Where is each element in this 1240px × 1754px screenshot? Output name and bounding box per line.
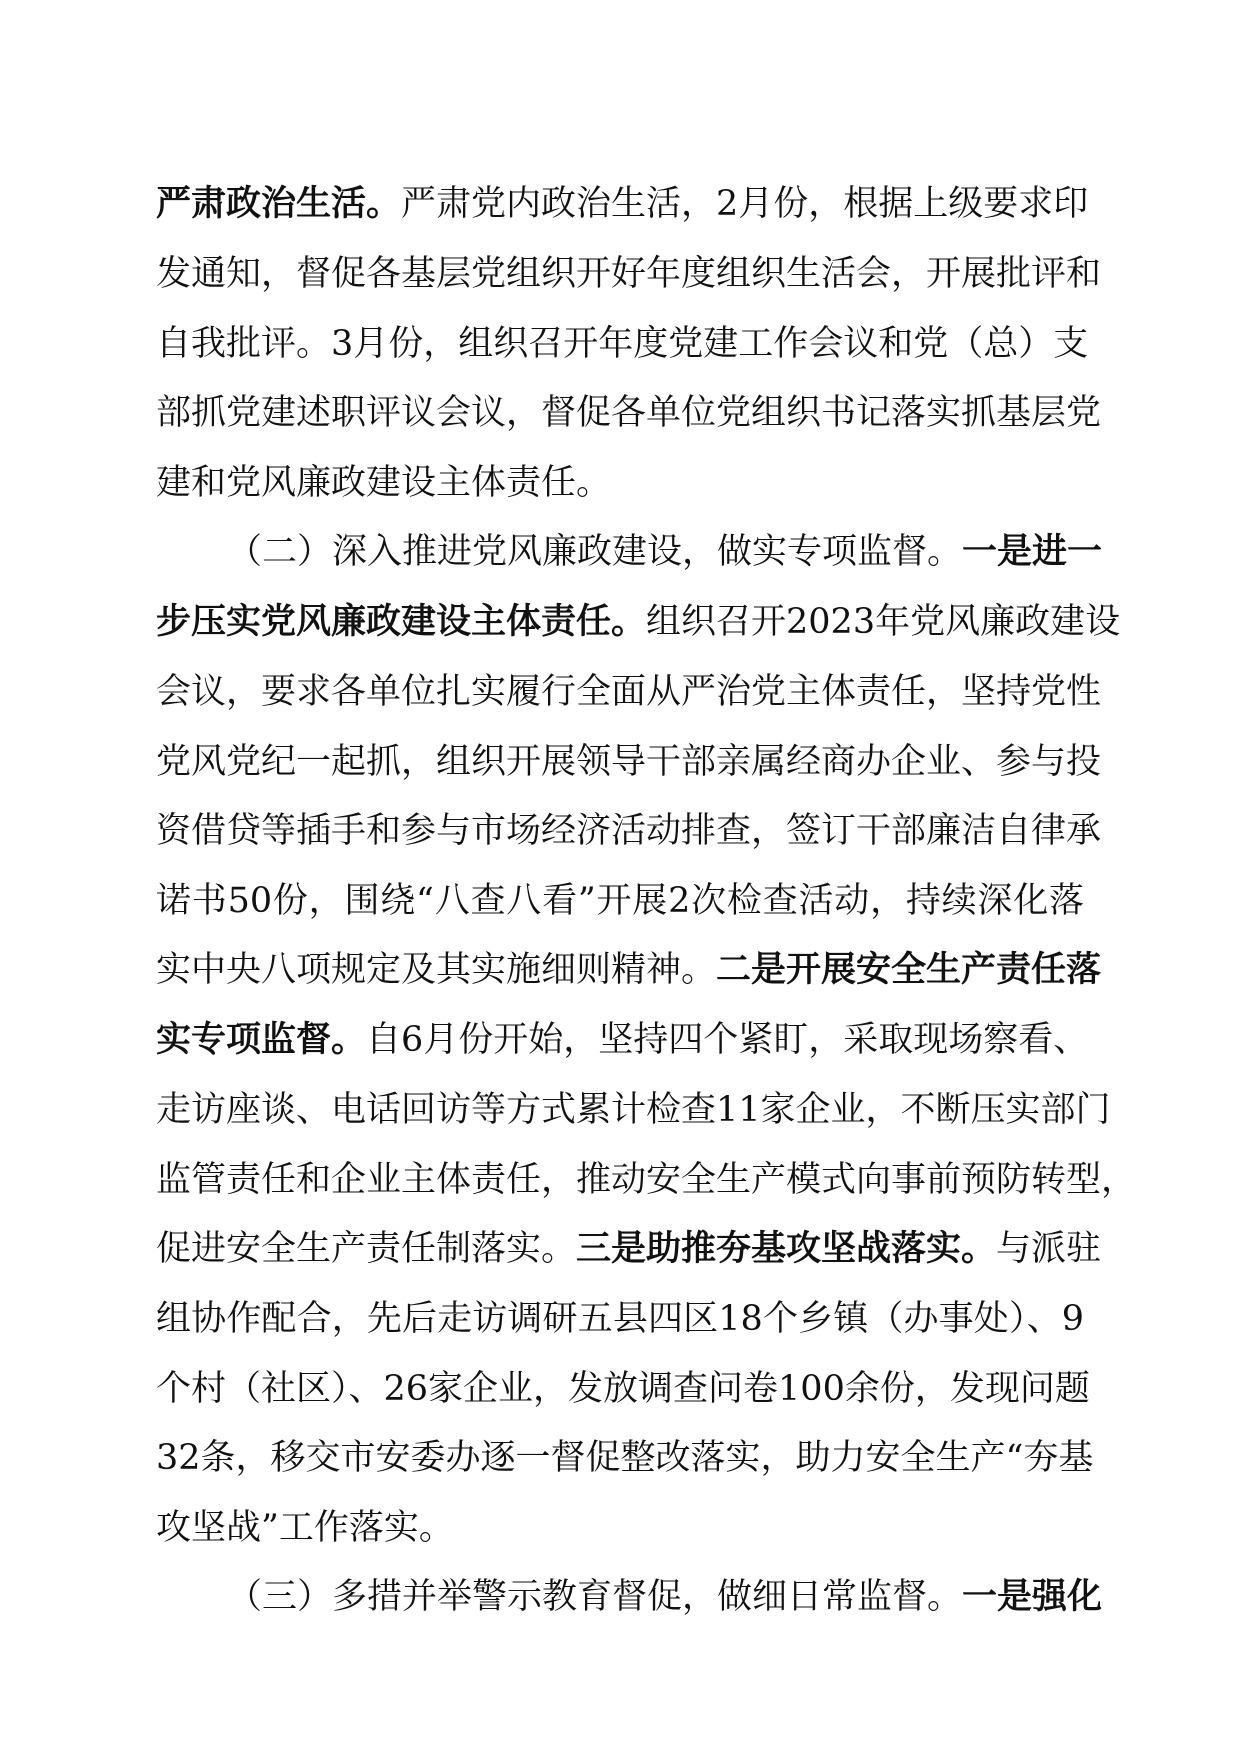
text-run: 与派驻 xyxy=(996,1229,1102,1269)
text-line xyxy=(156,1498,454,1558)
bold-text-run: 二是开展安全生产责任落 xyxy=(716,949,1102,990)
text-run: 32条，移交市安委办逐一督促整改落实，助力安全生产“夯基 xyxy=(156,1438,1094,1478)
text-line xyxy=(156,801,1102,861)
bold-text-run: 严肃政治生活。 xyxy=(156,183,402,224)
text-run: 发通知，督促各基层党组织开好年度组织生活会，开展批评和 xyxy=(156,254,1102,294)
text-line xyxy=(156,453,611,513)
text-line xyxy=(156,871,1084,931)
text-line xyxy=(227,1567,1103,1627)
text-run: 诺书50份，围绕“八查八看”开展2次检查活动，持续深化落 xyxy=(156,881,1084,921)
text-run: 个村（社区）、26家企业，发放调查问卷100余份，发现问题 xyxy=(156,1369,1090,1409)
text-run: 党风党纪一起抓，组织开展领导干部亲属经商办企业、参与投 xyxy=(156,742,1102,782)
text-run: 促进安全生产责任制落实。 xyxy=(156,1229,577,1269)
text-line xyxy=(156,1359,1090,1419)
bold-text-run: 一是进一 xyxy=(962,531,1103,572)
text-run: 会议，要求各单位扎实履行全面从严治党主体责任，坚持党性 xyxy=(156,672,1102,712)
text-run: 自我批评。3月份，组织召开年度党建工作会议和党（总）支 xyxy=(156,324,1089,364)
text-line xyxy=(156,174,1089,234)
text-line xyxy=(156,1219,1102,1279)
text-line xyxy=(156,940,1102,1000)
text-line xyxy=(156,732,1102,792)
text-run: 监管责任和企业主体责任，推动安全生产模式向事前预防转型， xyxy=(156,1160,1137,1200)
text-run: 组织召开2023年党风廉政建设 xyxy=(646,602,1121,642)
text-line xyxy=(156,662,1102,722)
text-line xyxy=(156,1289,1084,1349)
text-line xyxy=(156,244,1102,304)
text-run: 自6月份开始，坚持四个紧盯，采取现场察看、 xyxy=(366,1020,1089,1060)
text-line xyxy=(156,1428,1094,1488)
text-line xyxy=(156,1150,1136,1210)
text-run: （二）深入推进党风廉政建设，做实专项监督。 xyxy=(227,532,963,572)
text-line xyxy=(156,1080,1111,1140)
text-run: 建和党风廉政建设主体责任。 xyxy=(156,463,612,503)
text-run: 资借贷等插手和参与市场经济活动排查，签订干部廉洁自律承 xyxy=(156,811,1102,851)
text-run: 攻坚战”工作落实。 xyxy=(156,1508,454,1548)
text-run: 严肃党内政治生活，2月份，根据上级要求印 xyxy=(401,184,1089,224)
text-run: 组协作配合，先后走访调研五县四区18个乡镇（办事处）、9 xyxy=(156,1299,1084,1339)
text-run: 部抓党建述职评议会议，督促各单位党组织书记落实抓基层党 xyxy=(156,393,1102,433)
text-line xyxy=(156,383,1102,443)
bold-text-run: 一是强化 xyxy=(962,1576,1103,1617)
text-run: 实中央八项规定及其实施细则精神。 xyxy=(156,950,717,990)
text-line xyxy=(156,1010,1089,1070)
text-line xyxy=(156,592,1121,652)
bold-text-run: 三是助推夯基攻坚战落实。 xyxy=(576,1228,997,1269)
text-run: 走访座谈、电话回访等方式累计检查11家企业，不断压实部门 xyxy=(156,1090,1111,1130)
text-run: （三）多措并举警示教育督促，做细日常监督。 xyxy=(227,1577,963,1617)
text-line xyxy=(227,522,1103,582)
bold-text-run: 实专项监督。 xyxy=(156,1019,367,1060)
text-line xyxy=(156,314,1089,374)
bold-text-run: 步压实党风廉政建设主体责任。 xyxy=(156,601,647,642)
